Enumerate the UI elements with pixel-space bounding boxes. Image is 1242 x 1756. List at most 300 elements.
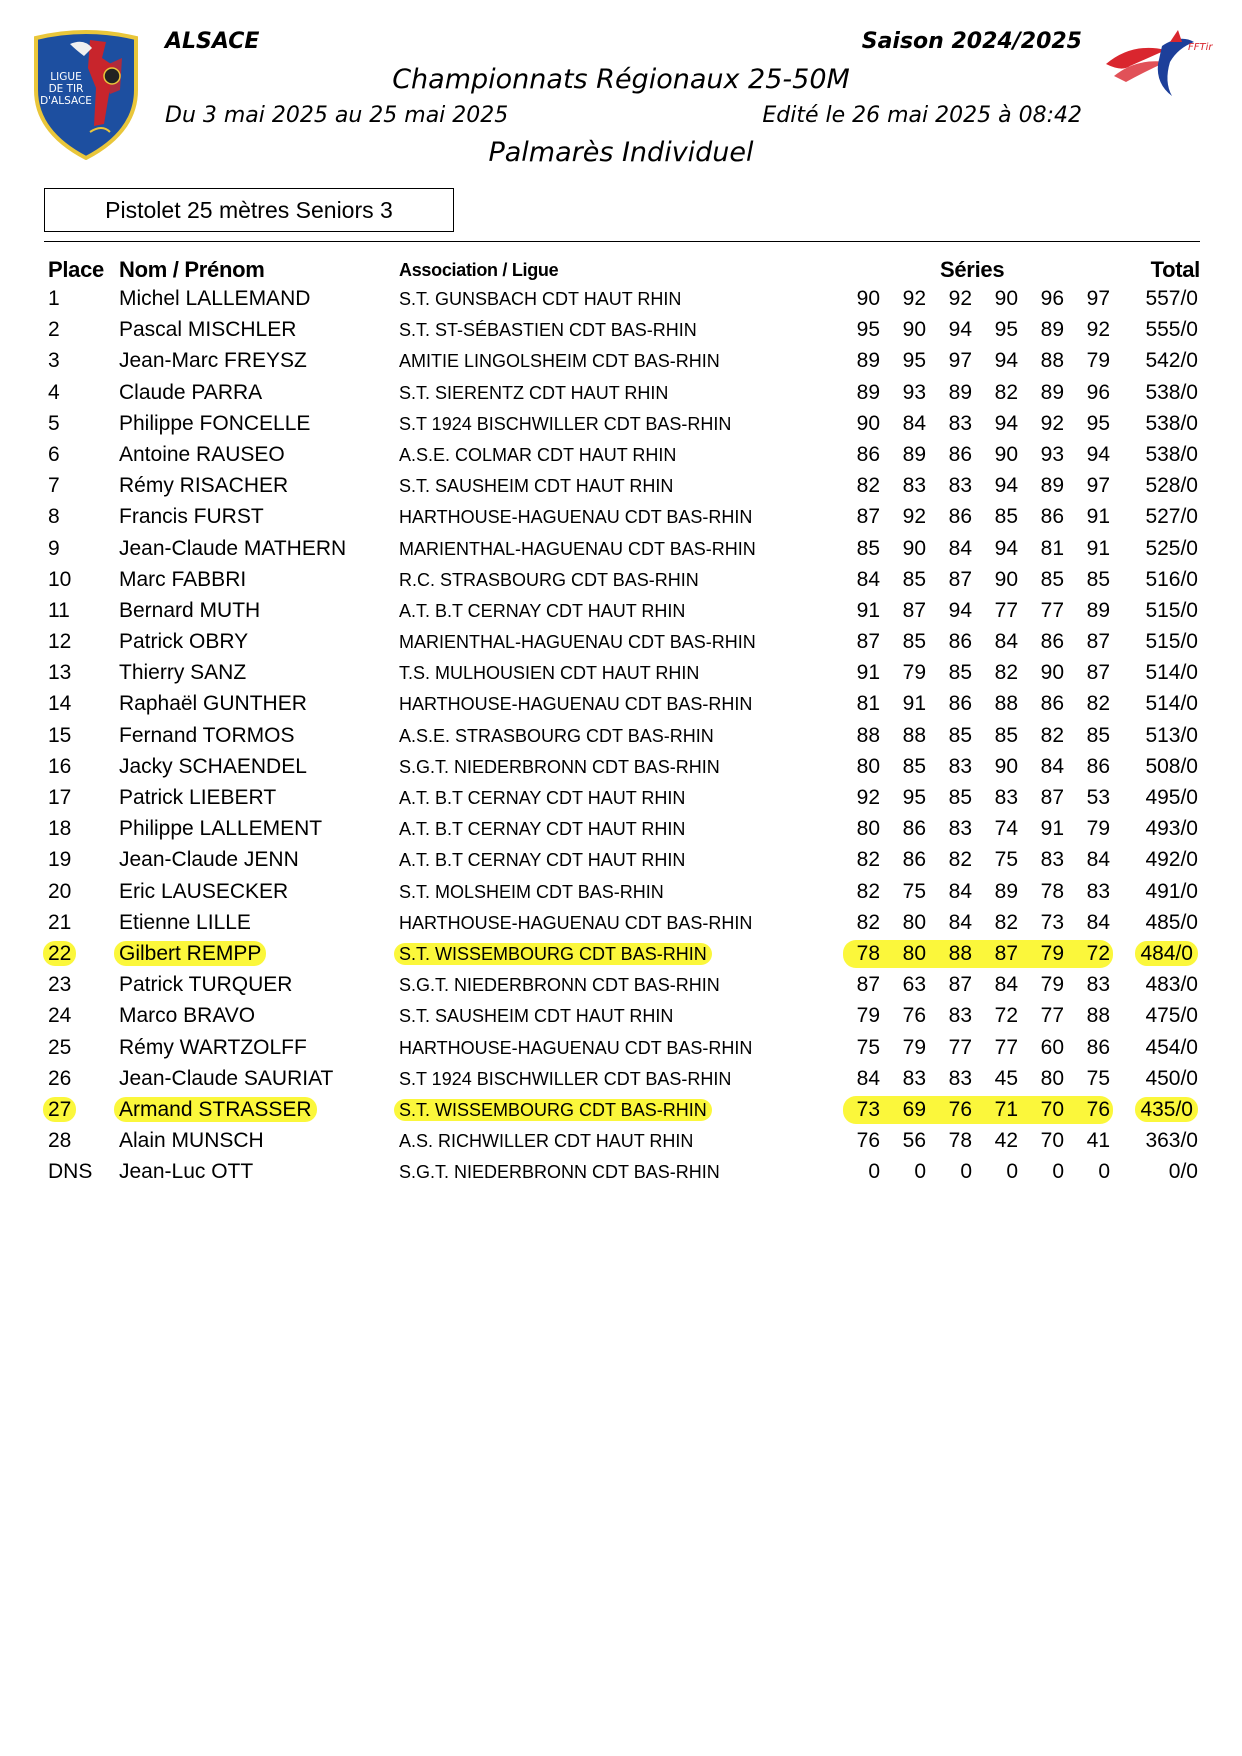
series-score-cell: 90 <box>994 754 1018 778</box>
total-cell: 525/0 <box>1145 536 1198 560</box>
series-score-cell: 85 <box>948 786 972 809</box>
series-score-cell: 79 <box>1040 973 1064 997</box>
series-score-cell: 79 <box>1040 941 1064 965</box>
series-score-cell: 83 <box>948 474 972 498</box>
series-score-cell: 85 <box>902 630 926 654</box>
series-score-cell: 86 <box>948 505 972 529</box>
column-header-total: Total <box>1150 257 1200 282</box>
association-cell: A.S. RICHWILLER CDT HAUT RHIN <box>399 1131 694 1152</box>
series-score-cell: 83 <box>1040 848 1064 872</box>
series-score-cell: 91 <box>902 692 926 716</box>
series-score-cell: 71 <box>994 1097 1018 1121</box>
series-score-cell: 82 <box>856 879 880 903</box>
series-score-cell: 84 <box>1086 848 1110 872</box>
association-cell: S.T. SAUSHEIM CDT HAUT RHIN <box>399 1006 674 1027</box>
series-score-cell: 53 <box>1086 786 1110 809</box>
series-score-cell: 91 <box>856 661 880 685</box>
total-cell: 516/0 <box>1145 567 1198 591</box>
table-row <box>0 315 1242 346</box>
total-cell-text: 435/0 <box>1135 1097 1198 1122</box>
series-score-cell: 91 <box>1040 817 1064 841</box>
table-row <box>0 502 1242 533</box>
table-row <box>0 1001 1242 1032</box>
series-score-cell: 90 <box>856 411 880 435</box>
series-score-cell: 74 <box>994 817 1018 841</box>
series-score-cell: 77 <box>994 598 1018 622</box>
series-score-cell: 89 <box>1040 318 1064 342</box>
series-score-cell: 89 <box>856 380 880 404</box>
series-score-cell: 88 <box>902 723 926 747</box>
table-row <box>0 1033 1242 1064</box>
place-cell: 18 <box>48 817 72 841</box>
place-cell: 28 <box>48 1129 72 1153</box>
table-row <box>0 752 1242 783</box>
event-title-box <box>44 188 454 232</box>
series-score-cell: 82 <box>948 848 972 872</box>
logo-text-line-2: DE TIR <box>48 83 84 95</box>
total-cell: 528/0 <box>1145 474 1198 498</box>
association-cell <box>399 1100 712 1121</box>
place-cell: 17 <box>48 786 72 809</box>
series-score-cell: 76 <box>856 1129 880 1153</box>
series-score-cell: 82 <box>994 661 1018 685</box>
place-cell: 15 <box>48 723 72 747</box>
series-score-cell: 82 <box>994 380 1018 404</box>
series-score-cell: 90 <box>994 567 1018 591</box>
table-row <box>0 689 1242 720</box>
series-score-cell: 95 <box>902 349 926 373</box>
total-cell: 557/0 <box>1145 287 1198 310</box>
name-cell-text: Armand STRASSER <box>114 1097 317 1122</box>
series-score-cell: 79 <box>902 1035 926 1059</box>
series-score-cell: 72 <box>994 1004 1018 1028</box>
series-score-cell: 84 <box>1040 754 1064 778</box>
series-score-cell: 89 <box>994 879 1018 903</box>
series-score-cell: 0 <box>960 1160 972 1184</box>
series-score-cell: 92 <box>856 786 880 809</box>
series-score-cell: 84 <box>948 910 972 934</box>
total-cell: 492/0 <box>1145 848 1198 872</box>
series-score-cell: 80 <box>902 910 926 934</box>
name-cell: Patrick TURQUER <box>119 973 293 997</box>
series-score-cell: 86 <box>902 817 926 841</box>
total-cell: 514/0 <box>1145 692 1198 716</box>
place-cell: 21 <box>48 910 72 934</box>
series-score-cell: 89 <box>902 442 926 466</box>
total-cell: 508/0 <box>1145 754 1198 778</box>
place-cell: 10 <box>48 567 72 591</box>
series-score-cell: 85 <box>994 505 1018 529</box>
series-score-cell: 76 <box>1086 1097 1110 1121</box>
series-score-cell: 75 <box>856 1035 880 1059</box>
table-row <box>0 440 1242 471</box>
series-score-cell: 80 <box>856 817 880 841</box>
series-score-cell: 85 <box>1086 567 1110 591</box>
association-cell: R.C. STRASBOURG CDT BAS-RHIN <box>399 569 699 590</box>
name-cell: Patrick LIEBERT <box>119 786 277 809</box>
series-score-cell: 88 <box>856 723 880 747</box>
series-score-cell: 79 <box>1086 349 1110 373</box>
table-row <box>0 565 1242 596</box>
name-cell <box>119 1098 317 1122</box>
season-label: Saison 2024/2025 <box>861 29 1082 54</box>
series-score-cell: 87 <box>1086 661 1110 685</box>
series-score-cell: 82 <box>856 910 880 934</box>
name-cell: Jean-Marc FREYSZ <box>119 349 307 373</box>
series-score-cell: 94 <box>1086 442 1110 466</box>
series-score-cell: 89 <box>856 349 880 373</box>
name-cell: Michel LALLEMAND <box>119 287 311 310</box>
series-score-cell: 97 <box>1086 287 1110 310</box>
series-score-cell: 60 <box>1040 1035 1064 1059</box>
association-cell: HARTHOUSE-HAGUENAU CDT BAS-RHIN <box>399 912 753 933</box>
name-cell: Rémy RISACHER <box>119 474 289 498</box>
place-cell: 25 <box>48 1035 72 1059</box>
series-score-cell: 79 <box>856 1004 880 1028</box>
series-score-cell: 79 <box>902 661 926 685</box>
series-score-cell: 81 <box>856 692 880 716</box>
series-score-cell: 83 <box>1086 973 1110 997</box>
name-cell: Rémy WARTZOLFF <box>119 1035 307 1059</box>
series-score-cell: 70 <box>1040 1129 1064 1153</box>
place-cell-text: 27 <box>43 1097 76 1122</box>
column-header-association: Association / Ligue <box>399 260 559 280</box>
name-cell: Eric LAUSECKER <box>119 879 289 903</box>
series-score-cell: 83 <box>994 786 1018 809</box>
column-header-place: Place <box>48 257 104 282</box>
place-cell: 5 <box>48 411 60 435</box>
series-score-cell: 80 <box>902 941 926 965</box>
series-score-cell: 83 <box>1086 879 1110 903</box>
edited-timestamp: Edité le 26 mai 2025 à 08:42 <box>762 103 1082 128</box>
total-cell: 495/0 <box>1145 786 1198 809</box>
association-cell: A.T. B.T CERNAY CDT HAUT RHIN <box>399 850 686 871</box>
series-score-cell: 75 <box>994 848 1018 872</box>
series-score-cell: 92 <box>1086 318 1110 342</box>
name-cell: Thierry SANZ <box>119 661 247 685</box>
series-score-cell: 89 <box>1040 474 1064 498</box>
series-score-cell: 0 <box>868 1160 880 1184</box>
championship-title: Championnats Régionaux 25-50M <box>392 64 850 95</box>
series-score-cell: 0 <box>1052 1160 1064 1184</box>
series-score-cell: 83 <box>948 1004 972 1028</box>
total-cell: 450/0 <box>1145 1066 1198 1090</box>
place-cell: 3 <box>48 349 60 373</box>
series-score-cell: 89 <box>1040 380 1064 404</box>
association-cell: S.T. GUNSBACH CDT HAUT RHIN <box>399 289 682 309</box>
table-row <box>0 346 1242 377</box>
series-score-cell: 80 <box>1040 1066 1064 1090</box>
series-score-cell: 76 <box>948 1097 972 1121</box>
series-score-cell: 78 <box>948 1129 972 1153</box>
series-score-cell: 85 <box>902 754 926 778</box>
series-score-cell: 86 <box>948 442 972 466</box>
name-cell: Alain MUNSCH <box>119 1129 264 1153</box>
series-score-cell: 56 <box>902 1129 926 1153</box>
series-score-cell: 87 <box>948 567 972 591</box>
series-score-cell: 95 <box>902 786 926 809</box>
series-score-cell: 92 <box>948 287 972 310</box>
name-cell: Philippe FONCELLE <box>119 411 311 435</box>
series-score-cell: 88 <box>1040 349 1064 373</box>
place-cell: 16 <box>48 754 72 778</box>
series-score-cell: 84 <box>1086 910 1110 934</box>
name-cell: Jacky SCHAENDEL <box>119 754 307 778</box>
name-cell: Philippe LALLEMENT <box>119 817 323 841</box>
total-cell: 555/0 <box>1145 318 1198 342</box>
series-score-cell: 88 <box>948 941 972 965</box>
series-score-cell: 85 <box>902 567 926 591</box>
place-cell <box>48 942 76 966</box>
series-score-cell: 94 <box>948 598 972 622</box>
series-score-cell: 97 <box>1086 474 1110 498</box>
series-score-cell: 94 <box>994 349 1018 373</box>
series-score-cell: 95 <box>856 318 880 342</box>
name-cell: Jean-Claude JENN <box>119 848 299 872</box>
series-score-cell: 41 <box>1086 1129 1110 1153</box>
association-cell: S.G.T. NIEDERBRONN CDT BAS-RHIN <box>399 756 720 777</box>
table-row <box>0 814 1242 845</box>
total-cell: 538/0 <box>1145 442 1198 466</box>
association-cell: A.T. B.T CERNAY CDT HAUT RHIN <box>399 788 686 808</box>
total-cell: 493/0 <box>1145 817 1198 841</box>
series-score-cell: 94 <box>994 411 1018 435</box>
place-cell: 19 <box>48 848 72 872</box>
series-score-cell: 87 <box>856 973 880 997</box>
name-cell: Etienne LILLE <box>119 910 251 934</box>
series-score-cell: 85 <box>948 661 972 685</box>
series-score-cell: 90 <box>856 287 880 310</box>
total-cell: 538/0 <box>1145 411 1198 435</box>
series-score-cell: 84 <box>902 411 926 435</box>
name-cell: Jean-Claude MATHERN <box>119 536 347 560</box>
place-cell: 23 <box>48 973 72 997</box>
name-cell: Jean-Luc OTT <box>119 1160 254 1184</box>
series-score-cell: 86 <box>1086 754 1110 778</box>
association-cell: HARTHOUSE-HAGUENAU CDT BAS-RHIN <box>399 694 753 715</box>
series-score-cell: 87 <box>948 973 972 997</box>
series-score-cell: 0 <box>1098 1160 1110 1184</box>
place-cell: DNS <box>48 1160 93 1184</box>
table-header <box>0 257 1242 285</box>
total-cell: 515/0 <box>1145 630 1198 654</box>
series-score-cell: 85 <box>1086 723 1110 747</box>
series-score-cell: 86 <box>948 692 972 716</box>
total-cell: 527/0 <box>1145 505 1198 529</box>
series-score-cell: 88 <box>994 692 1018 716</box>
series-score-cell: 87 <box>856 630 880 654</box>
total-cell-text: 484/0 <box>1135 941 1198 966</box>
association-cell: A.T. B.T CERNAY CDT HAUT RHIN <box>399 819 686 840</box>
place-cell: 1 <box>48 287 60 310</box>
series-score-cell: 78 <box>856 941 880 965</box>
series-score-cell: 63 <box>902 973 926 997</box>
total-cell: 485/0 <box>1145 910 1198 934</box>
place-cell: 11 <box>48 598 70 622</box>
name-cell: Marc FABBRI <box>119 567 247 591</box>
table-row <box>0 783 1242 814</box>
association-cell-text: S.T. WISSEMBOURG CDT BAS-RHIN <box>394 943 712 965</box>
series-score-cell: 91 <box>1086 536 1110 560</box>
series-score-cell: 82 <box>856 848 880 872</box>
series-score-cell: 0 <box>1006 1160 1018 1184</box>
series-score-cell: 95 <box>1086 411 1110 435</box>
name-cell: Claude PARRA <box>119 380 263 404</box>
series-score-cell: 87 <box>856 505 880 529</box>
name-cell: Raphaël GUNTHER <box>119 692 307 716</box>
series-score-cell: 85 <box>1040 567 1064 591</box>
series-score-cell: 82 <box>856 474 880 498</box>
series-score-cell: 42 <box>994 1129 1018 1153</box>
association-cell: S.T 1924 BISCHWILLER CDT BAS-RHIN <box>399 413 732 434</box>
association-cell: A.T. B.T CERNAY CDT HAUT RHIN <box>399 600 686 621</box>
series-score-cell: 84 <box>856 567 880 591</box>
place-cell: 6 <box>48 442 60 466</box>
series-score-cell: 83 <box>948 1066 972 1090</box>
series-score-cell: 83 <box>902 474 926 498</box>
series-score-cell: 94 <box>994 536 1018 560</box>
column-header-name: Nom / Prénom <box>119 257 265 282</box>
series-score-cell: 90 <box>994 287 1018 310</box>
total-cell: 483/0 <box>1145 973 1198 997</box>
association-cell: HARTHOUSE-HAGUENAU CDT BAS-RHIN <box>399 1037 753 1058</box>
series-score-cell: 96 <box>1086 380 1110 404</box>
total-cell: 514/0 <box>1145 661 1198 685</box>
name-cell: Fernand TORMOS <box>119 723 295 747</box>
region-label: ALSACE <box>165 29 260 54</box>
series-score-cell: 84 <box>994 630 1018 654</box>
place-cell: 7 <box>48 474 60 498</box>
table-row <box>0 596 1242 627</box>
series-score-cell: 85 <box>948 723 972 747</box>
table-row <box>0 409 1242 440</box>
total-cell: 542/0 <box>1145 349 1198 373</box>
place-cell: 24 <box>48 1004 72 1028</box>
association-cell-text: S.T. WISSEMBOURG CDT BAS-RHIN <box>394 1099 712 1121</box>
series-score-cell: 72 <box>1086 941 1110 965</box>
association-cell: S.G.T. NIEDERBRONN CDT BAS-RHIN <box>399 975 720 996</box>
series-score-cell: 86 <box>902 848 926 872</box>
total-cell: 491/0 <box>1145 879 1198 903</box>
series-score-cell: 82 <box>1086 692 1110 716</box>
total-cell: 515/0 <box>1145 598 1198 622</box>
name-cell: Marco BRAVO <box>119 1004 256 1028</box>
series-score-cell: 45 <box>994 1066 1018 1090</box>
table-row <box>0 1064 1242 1095</box>
series-score-cell: 87 <box>1040 786 1064 809</box>
series-score-cell: 90 <box>994 442 1018 466</box>
table-row <box>0 845 1242 876</box>
series-score-cell: 73 <box>1040 910 1064 934</box>
table-row <box>0 627 1242 658</box>
series-score-cell: 83 <box>948 411 972 435</box>
series-score-cell: 95 <box>994 318 1018 342</box>
total-cell: 0/0 <box>1168 1160 1198 1184</box>
total-cell: 363/0 <box>1145 1129 1198 1153</box>
series-score-cell: 70 <box>1040 1097 1064 1121</box>
series-score-cell: 96 <box>1040 287 1064 310</box>
total-cell <box>1135 942 1198 966</box>
place-cell: 4 <box>48 380 60 404</box>
place-cell: 14 <box>48 692 72 716</box>
fftir-text: FFTir <box>1188 42 1213 53</box>
total-cell: 513/0 <box>1145 723 1198 747</box>
place-cell <box>48 1098 76 1122</box>
table-row <box>0 284 1242 315</box>
series-score-cell: 84 <box>948 536 972 560</box>
table-row <box>0 1157 1242 1188</box>
series-score-cell: 82 <box>994 910 1018 934</box>
association-cell: AMITIE LINGOLSHEIM CDT BAS-RHIN <box>399 351 720 372</box>
series-score-cell: 77 <box>994 1035 1018 1059</box>
association-cell: S.G.T. NIEDERBRONN CDT BAS-RHIN <box>399 1162 720 1183</box>
series-score-cell: 85 <box>856 536 880 560</box>
name-cell: Francis FURST <box>119 505 264 529</box>
series-score-cell: 69 <box>902 1097 926 1121</box>
series-score-cell: 90 <box>1040 661 1064 685</box>
place-cell-text: 22 <box>43 941 76 966</box>
series-score-cell: 87 <box>994 941 1018 965</box>
series-score-cell: 78 <box>1040 879 1064 903</box>
association-cell: S.T. MOLSHEIM CDT BAS-RHIN <box>399 881 664 902</box>
series-score-cell: 91 <box>856 598 880 622</box>
association-cell: MARIENTHAL-HAGUENAU CDT BAS-RHIN <box>399 632 756 653</box>
series-score-cell: 94 <box>948 318 972 342</box>
association-cell: S.T. SAUSHEIM CDT HAUT RHIN <box>399 476 674 497</box>
total-cell: 538/0 <box>1145 380 1198 404</box>
association-cell <box>399 944 712 965</box>
series-score-cell: 86 <box>1086 1035 1110 1059</box>
association-cell: T.S. MULHOUSIEN CDT HAUT RHIN <box>399 663 700 684</box>
name-cell <box>119 942 266 966</box>
series-score-cell: 73 <box>856 1097 880 1121</box>
table-row <box>0 908 1242 939</box>
date-range: Du 3 mai 2025 au 25 mai 2025 <box>165 103 509 128</box>
series-score-cell: 77 <box>1040 598 1064 622</box>
series-score-cell: 84 <box>994 973 1018 997</box>
association-cell: S.T. ST-SÉBASTIEN CDT BAS-RHIN <box>399 320 697 341</box>
series-score-cell: 81 <box>1040 536 1064 560</box>
series-score-cell: 86 <box>1040 630 1064 654</box>
place-cell: 12 <box>48 630 72 654</box>
place-cell: 9 <box>48 536 60 560</box>
place-cell: 20 <box>48 879 72 903</box>
series-score-cell: 86 <box>1040 505 1064 529</box>
series-score-cell: 87 <box>902 598 926 622</box>
association-cell: S.T 1924 BISCHWILLER CDT BAS-RHIN <box>399 1068 732 1089</box>
series-score-cell: 94 <box>994 474 1018 498</box>
logo-text-line-1: LIGUE <box>50 71 82 83</box>
series-score-cell: 86 <box>948 630 972 654</box>
series-score-cell: 87 <box>1086 630 1110 654</box>
series-score-cell: 77 <box>1040 1004 1064 1028</box>
table-row <box>0 877 1242 908</box>
series-score-cell: 83 <box>948 754 972 778</box>
series-score-cell: 91 <box>1086 505 1110 529</box>
page-subtitle: Palmarès Individuel <box>488 137 754 168</box>
place-cell: 8 <box>48 505 60 529</box>
table-row <box>0 534 1242 565</box>
series-score-cell: 89 <box>1086 598 1110 622</box>
table-row <box>0 1126 1242 1157</box>
table-row <box>0 658 1242 689</box>
name-cell: Bernard MUTH <box>119 598 261 622</box>
series-score-cell: 88 <box>1086 1004 1110 1028</box>
series-score-cell: 0 <box>914 1160 926 1184</box>
table-row <box>0 378 1242 409</box>
series-score-cell: 84 <box>856 1066 880 1090</box>
place-cell: 26 <box>48 1066 72 1090</box>
